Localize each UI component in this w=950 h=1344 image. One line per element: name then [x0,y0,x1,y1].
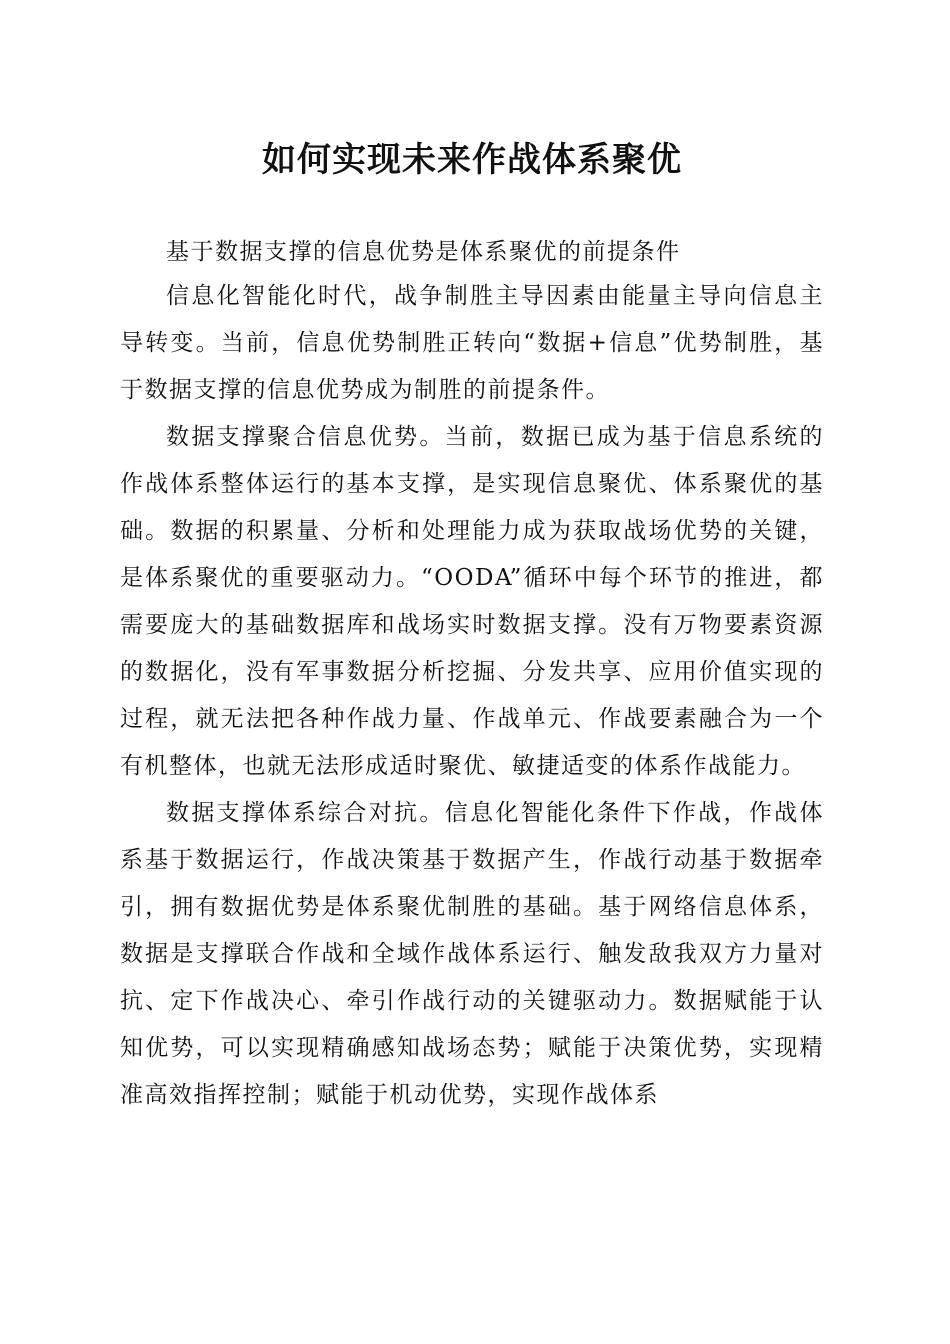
paragraph-3: 数据支撑体系综合对抗。信息化智能化条件下作战，作战体系基于数据运行，作战决策基于数据产生，作战行动基于数据牵引，拥有数据优势是体系聚优制胜的基础。基于网络信息体系，数据是支撑联合作战和全域作战体系运行、触发敌我双方力量对抗、定下作战决心、牵引作战行动的关键驱动力。数据赋能于认知优势，可以实现精确感知战场态势；赋能于决策优势，实现精准高效指挥控制；赋能于机动优势，实现作战体系 [120,800,824,1108]
document-title: 如何实现未来作战体系聚优 [262,140,682,180]
document-page [120,130,824,1119]
paragraph-2: 数据支撑聚合信息优势。当前，数据已成为基于信息系统的作战体系整体运行的基本支撑，是实现信息聚优、体系聚优的基础。数据的积累量、分析和处理能力成为获取战场优势的关键，是体系聚优的重要驱动力。“OODA”循环中每个环节的推进，都需要庞大的基础数据库和战场实时数据支撑。没有万物要素资源的数据化，没有军事数据分析挖掘、分发共享、应用价值实现的过程，就无法把各种作战力量、作战单元、作战要素融合为一个有机整体，也就无法形成适时聚优、敏捷适变的体系作战能力。 [120,424,824,779]
paragraph-1: 信息化智能化时代，战争制胜主导因素由能量主导向信息主导转变。当前，信息优势制胜正转向“数据+信息”优势制胜，基于数据支撑的信息优势成为制胜的前提条件。 [120,283,824,403]
section-subheading: 基于数据支撑的信息优势是体系聚优的前提条件 [166,239,681,265]
